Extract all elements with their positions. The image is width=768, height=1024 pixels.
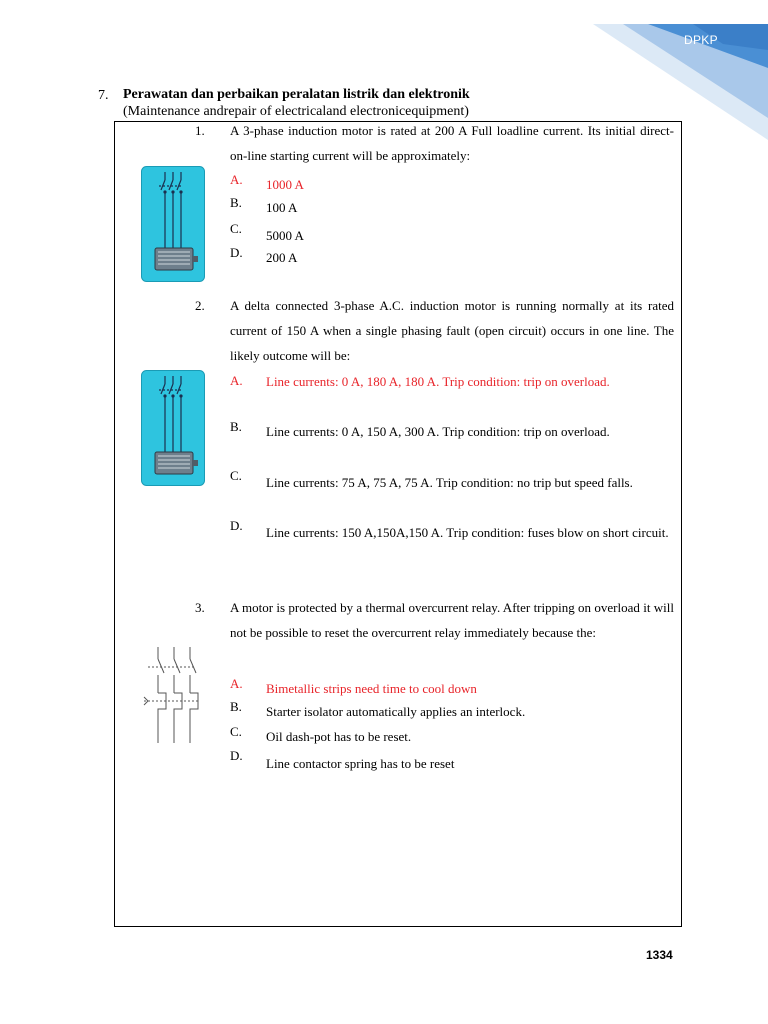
- section-subtitle: (Maintenance andrepair of electricaland electronicequipment): [123, 104, 469, 119]
- option-text: Bimetallic strips need time to cool down: [266, 681, 477, 696]
- option-letter: B.: [230, 195, 242, 210]
- option-letter: B.: [230, 419, 242, 434]
- motor-circuit-illustration: [141, 166, 205, 287]
- question-text: A delta connected 3-phase A.C. induction motor is running normally at its rated current of 150 A when a single phasing fault (open circuit) occurs in one line. The likely outcome will be:: [230, 298, 674, 363]
- question-number: 2.: [195, 298, 205, 313]
- option-letter: D.: [230, 748, 243, 763]
- page-number: 1334: [646, 948, 673, 962]
- section-title: Perawatan dan perbaikan peralatan listrik dan elektronik: [123, 87, 470, 102]
- option-text: 5000 A: [266, 228, 304, 243]
- overload-relay-schematic: [140, 643, 206, 748]
- option-text: Starter isolator automatically applies an interlock.: [266, 704, 526, 719]
- option-letter: C.: [230, 468, 242, 483]
- option-text: 100 A: [266, 200, 298, 215]
- option-text: Line currents: 75 A, 75 A, 75 A. Trip condition: no trip but speed falls.: [266, 475, 633, 490]
- option-text: Oil dash-pot has to be reset.: [266, 729, 412, 744]
- option-letter: A.: [230, 172, 243, 187]
- question-text: A motor is protected by a thermal overcurrent relay. After tripping on overload it will not be possible to reset the overcurrent relay immediately because the:: [230, 600, 674, 640]
- option-letter: A.: [230, 373, 243, 388]
- option-text: Line currents: 0 A, 180 A, 180 A. Trip condition: trip on overload.: [266, 374, 610, 389]
- option-text: Line contactor spring has to be reset: [266, 756, 455, 771]
- question-number: 3.: [195, 600, 205, 615]
- option-text: 1000 A: [266, 177, 304, 192]
- section-number: 7.: [98, 88, 109, 103]
- option-text: Line currents: 150 A,150A,150 A. Trip condition: fuses blow on short circuit.: [266, 525, 669, 540]
- option-letter: A.: [230, 676, 243, 691]
- question-text: A 3-phase induction motor is rated at 200 A Full loadline current. Its initial direct- on-line starting current will be approximately:: [230, 123, 674, 163]
- option-letter: C.: [230, 221, 242, 236]
- question-number: 1.: [195, 123, 205, 138]
- motor-circuit-illustration: [141, 370, 205, 491]
- option-text: Line currents: 0 A, 150 A, 300 A. Trip condition: trip on overload.: [266, 424, 610, 439]
- org-label: DPKP: [684, 33, 718, 47]
- option-letter: B.: [230, 699, 242, 714]
- option-letter: D.: [230, 245, 243, 260]
- option-letter: D.: [230, 518, 243, 533]
- option-letter: C.: [230, 724, 242, 739]
- option-text: 200 A: [266, 250, 298, 265]
